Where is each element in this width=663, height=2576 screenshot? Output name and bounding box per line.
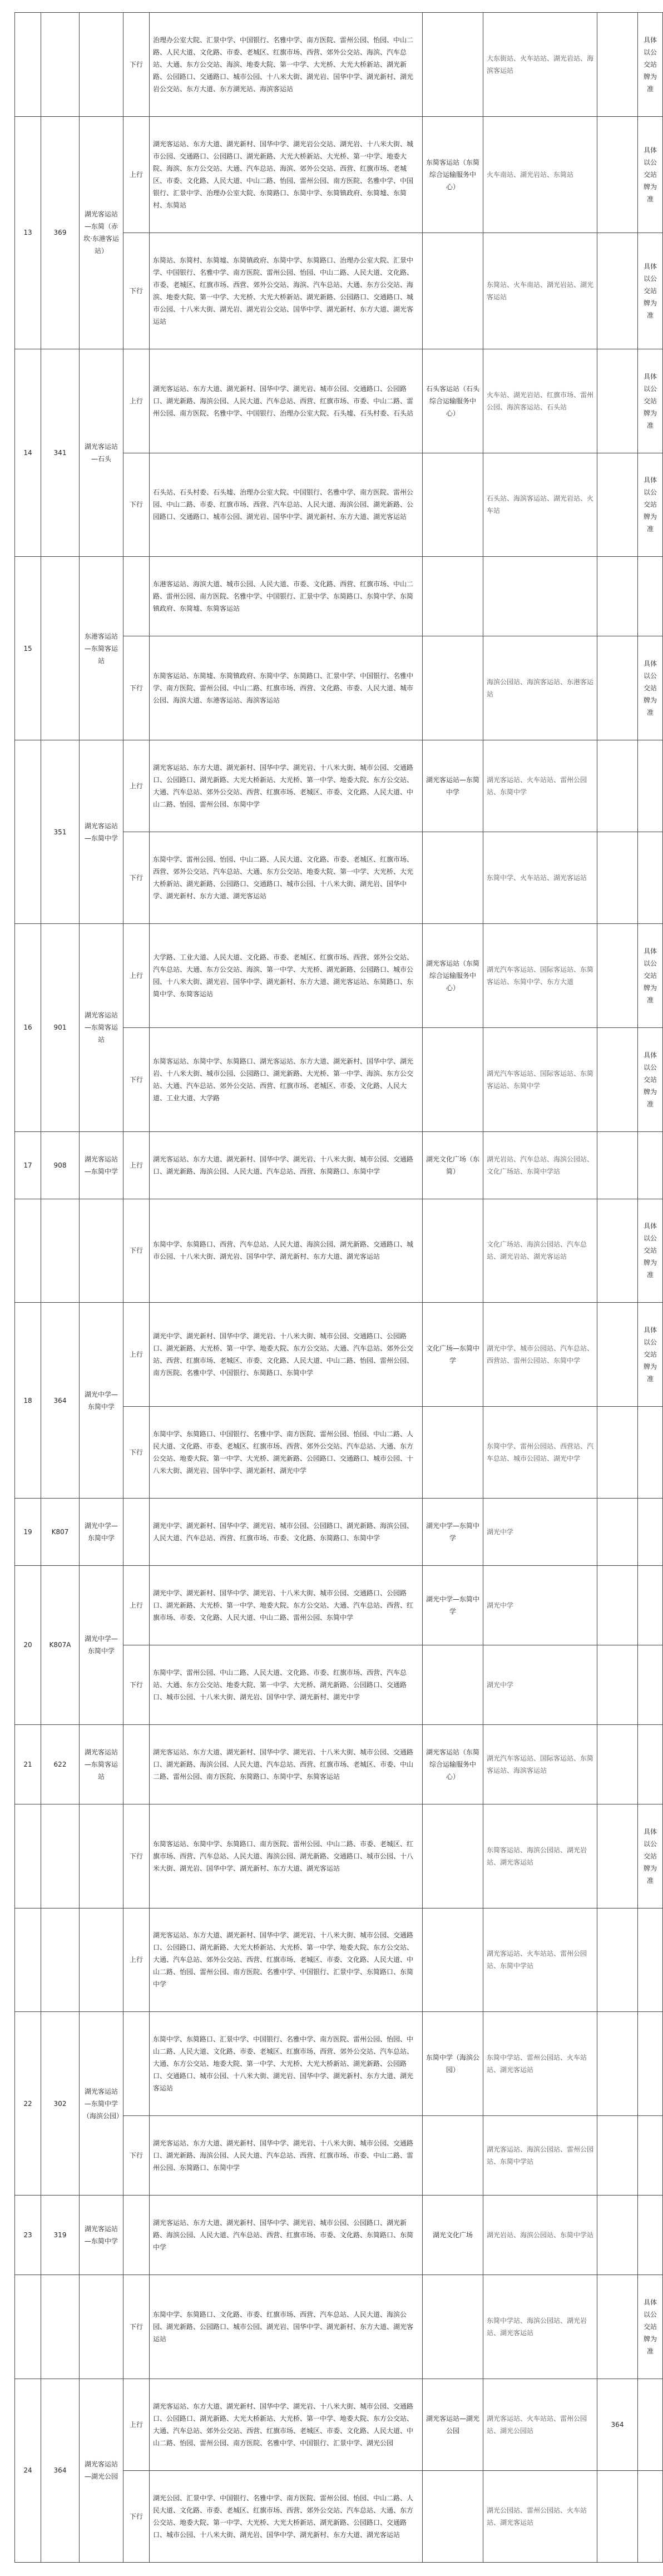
line-number-cell: 364 xyxy=(41,2379,80,2562)
stops-cell: 湖光客运站、东方大道、湖光新村、国华中学、湖光岩、十八米大街、城市公园、交通路口、湖光新路、海滨公园、人民大道、汽车总站、西营、红旗市场、市委、中山二路、雷州公园、东简路口、东简中学 xyxy=(150,2116,423,2196)
adjusted-stops-cell: 湖光中学 xyxy=(483,1499,597,1566)
after-line-cell xyxy=(597,1566,638,1645)
adjusted-terminal-cell xyxy=(423,1199,483,1303)
after-line-cell xyxy=(597,1407,638,1499)
table-row xyxy=(15,2379,663,2470)
direction-cell xyxy=(123,557,150,636)
note-cell xyxy=(638,2196,663,2275)
adjusted-terminal-cell xyxy=(423,453,483,557)
note-cell xyxy=(638,1724,663,1804)
note-cell: 具体以公交站牌为准 xyxy=(638,636,663,740)
stops-cell: 湖光客运站、东方大道、湖光新村、国华中学、湖光岩、十八米大街、城市公园、交通路口、湖光新路、海滨公园、人民大道、汽车总站、西营、红旗市场、老城区、市委、中山二路、雷州公园、南方医院、东简路口、东简中学、东简客运站 xyxy=(150,1724,423,1804)
direction-cell: 上行 xyxy=(123,923,150,1027)
direction-cell: 上行 xyxy=(123,2379,150,2470)
terminal-cell xyxy=(80,13,123,117)
direction-cell: 下行 xyxy=(123,453,150,557)
note-cell xyxy=(638,1407,663,1499)
after-line-cell xyxy=(597,13,638,117)
terminal-cell: 湖光客运站—东简（赤坎·东港客运站） xyxy=(80,116,123,349)
direction-cell: 下行 xyxy=(123,13,150,117)
row-number-cell xyxy=(15,740,41,924)
after-line-cell: 364 xyxy=(597,2379,638,2470)
adjusted-terminal-cell: 湖光客运站（东简综合运输服务中心） xyxy=(423,1724,483,1804)
stops-cell: 东简站、东简村、东简墟、东简镇政府、东简中学、东简路口、治理办公室大院、汇景中学、中国银行、名雅中学、南方医院、雷州公园、怡园、中山二路、人民大道、文化路、市委、老城区、红旗市场、西营、郊外公交站、海滨、汽车总站、大通、东方公交站、海滨、地委大院、第一中学、大光桥、大光大桥新站、湖光新路、公园路口、交通路口、城市公园、十八米大街、湖光岩、湖光岩公交站、国华中学、湖光新村、东方大道、湖光客运站 xyxy=(150,233,423,349)
stops-cell: 东简中学、东简路口、文化路、市委、红旗市场、西营、汽车总站、人民大道、海滨公园、湖光新路、公园路口、城市公园、湖光岩、国华中学、湖光新村、东方大道、湖光客运站 xyxy=(150,2275,423,2379)
note-cell xyxy=(638,832,663,924)
adjusted-terminal-cell: 湖光客运站—湖光公园 xyxy=(423,2379,483,2470)
line-number-cell xyxy=(41,13,80,117)
after-line-cell xyxy=(597,2012,638,2116)
adjusted-terminal-cell xyxy=(423,1804,483,1908)
adjusted-terminal-cell xyxy=(423,1645,483,1724)
stops-cell: 湖光客运站、东方大道、湖光新村、国华中学、湖光岩、十八米大街、城市公园、交通路口、公园路口、湖光新路、大光大桥新站、大光桥、第一中学、地委大院、东方公交站、大通、汽车总站、郊外公交站、西营、红旗市场、老城区、市委、文化路、人民大道、中山二路、怡园、雷州公园、东简中学 xyxy=(150,740,423,832)
row-number-cell xyxy=(15,1199,41,1303)
note-cell xyxy=(638,1908,663,2012)
table-row xyxy=(15,349,663,453)
adjusted-terminal-cell: 湖光文化广场（东简） xyxy=(423,1131,483,1199)
direction-cell xyxy=(123,1499,150,1566)
terminal-cell: 湖光客运站—东简中学 xyxy=(80,2196,123,2275)
terminal-cell xyxy=(80,1908,123,2012)
note-cell xyxy=(638,557,663,636)
stops-cell: 东简客运站、东简中学、东简路口、湖光客运站、东方大道、湖光新村、国华中学、湖光岩、十八米大街、城市公园、公园路口、湖光新路、大光桥、第一中学、海滨、东方公交站、大通、汽车总站、郊外公交站、西营、红旗市场、老城区、市委、文化路、人民大道、工业大道、大学路 xyxy=(150,1027,423,1131)
terminal-cell: 湖光中学—东简中学 xyxy=(80,1566,123,1725)
row-number-cell: 17 xyxy=(15,1131,41,1199)
adjusted-terminal-cell: 石头客运站（石头综合运输服务中心） xyxy=(423,349,483,453)
note-cell xyxy=(638,1566,663,1645)
direction-cell: 上行 xyxy=(123,1131,150,1199)
adjusted-stops-cell: 大东街站、火车站站、湖光岩站、海滨客运站 xyxy=(483,13,597,117)
line-number-cell: 622 xyxy=(41,1724,80,1804)
terminal-cell: 湖光中学—东简中学 xyxy=(80,1499,123,1566)
after-line-cell xyxy=(597,636,638,740)
note-cell: 具体以公交站牌为准 xyxy=(638,13,663,117)
direction-cell: 下行 xyxy=(123,233,150,349)
table-row xyxy=(15,116,663,233)
stops-cell: 湖光中学、湖光新村、国华中学、湖光岩、城市公园、公园路口、湖光新路、海滨公园、人民大道、汽车总站、西营、红旗市场、市委、文化路、东简路口、东简中学 xyxy=(150,1499,423,1566)
after-line-cell xyxy=(597,1724,638,1804)
adjusted-stops-cell: 湖光中学 xyxy=(483,1645,597,1724)
after-line-cell xyxy=(597,1499,638,1566)
adjusted-terminal-cell xyxy=(423,2470,483,2562)
adjusted-stops-cell: 东简中学站、雷州公园站、火车站站、湖光客运站 xyxy=(483,2012,597,2116)
adjusted-terminal-cell xyxy=(423,13,483,117)
line-number-cell: 319 xyxy=(41,2196,80,2275)
stops-cell: 湖光客运站、东方大道、湖光新村、国华中学、湖光岩、十八米大街、城市公园、交通路口、公园路口、湖光新路、大光大桥新站、大光桥、第一中学、地委大院、东方公交站、大通、汽车总站、郊外公交站、西营、红旗市场、老城区、市委、文化路、人民大道、中山二路、怡园、雷州公园、南方医院、名雅中学、中国银行、汇景中学、湖光公园 xyxy=(150,2379,423,2470)
row-number-cell xyxy=(15,13,41,117)
terminal-cell xyxy=(80,2275,123,2379)
adjusted-stops-cell: 湖光汽车客运站、国际客运站、东简客运站、东简中学 xyxy=(483,1027,597,1131)
row-number-cell: 21 xyxy=(15,1724,41,1804)
terminal-cell: 东港客运站—东简客运站 xyxy=(80,557,123,740)
note-cell: 具体以公交站牌为准 xyxy=(638,1027,663,1131)
adjusted-stops-cell: 东简中学、火车站站、湖光客运站 xyxy=(483,832,597,924)
adjusted-stops-cell: 湖光岩站、海滨公园站、东简中学站 xyxy=(483,2196,597,2275)
line-number-cell: 369 xyxy=(41,116,80,349)
adjusted-terminal-cell xyxy=(423,557,483,636)
adjusted-terminal-cell xyxy=(423,2275,483,2379)
adjusted-stops-cell: 文化广场站、海滨公园站、汽车总站、湖光岩站、湖光客运站 xyxy=(483,1199,597,1303)
line-number-cell xyxy=(41,557,80,740)
note-cell: 具体以公交站牌为准 xyxy=(638,1199,663,1303)
table-row xyxy=(15,1804,663,1908)
terminal-cell: 湖光客运站—东简客运站 xyxy=(80,1724,123,1804)
adjusted-stops-cell: 湖光公园站、雷州公园站、火车站站、湖光客运站 xyxy=(483,2470,597,2562)
line-number-cell xyxy=(41,1908,80,2012)
note-cell: 具体以公交站牌为准 xyxy=(638,233,663,349)
after-line-cell xyxy=(597,1199,638,1303)
stops-cell: 东简中学、雷州公园、中山二路、人民大道、文化路、市委、红旗市场、西营、汽车总站、大通、东方公交站、地委大院、第一中学、大光桥、湖光新路、公园路口、交通路口、城市公园、十八米大街、湖光岩、国华中学、湖光新村、湖光中学 xyxy=(150,1645,423,1724)
adjusted-stops-cell: 海滨公园站、海滨客运站、东港客运站 xyxy=(483,636,597,740)
row-number-cell: 15 xyxy=(15,557,41,740)
table-row xyxy=(15,1724,663,1804)
adjusted-terminal-cell: 湖光客运站（东简综合运输服务中心） xyxy=(423,923,483,1027)
direction-cell: 下行 xyxy=(123,832,150,924)
line-number-cell: 341 xyxy=(41,349,80,557)
table-row xyxy=(15,13,663,117)
row-number-cell: 19 xyxy=(15,1499,41,1566)
terminal-cell: 湖光客运站—东简中学 xyxy=(80,1131,123,1199)
direction-cell: 下行 xyxy=(123,1407,150,1499)
adjusted-stops-cell xyxy=(483,557,597,636)
adjusted-stops-cell: 东简中学站、海滨公园站、湖光岩站、湖光客运站 xyxy=(483,2275,597,2379)
direction-cell: 下行 xyxy=(123,2275,150,2379)
direction-cell: 下行 xyxy=(123,2116,150,2196)
direction-cell: 下行 xyxy=(123,1027,150,1131)
direction-cell: 下行 xyxy=(123,1199,150,1303)
stops-cell: 湖光客运站、东方大道、湖光新村、国华中学、湖光岩公交站、湖光岩、十八米大街、城市公园、交通路口、公园路口、湖光新路、大光大桥新站、大光桥、第一中学、地委大院、海滨、东方公交站、大通、汽车总站、海滨、郊外公交站、西营、红旗市场、老城区、市委、文化路、人民大道、中山二路、怡园、雷州公园、南方医院、名雅中学、中国银行、汇景中学、治理办公室大院、东简路口、东简中学、东简镇政府、东简墟、东简村、东简站 xyxy=(150,116,423,233)
direction-cell: 下行 xyxy=(123,1804,150,1908)
row-number-cell: 14 xyxy=(15,349,41,557)
after-line-cell xyxy=(597,923,638,1027)
adjusted-stops-cell: 湖光中学、城市公园站、汽车总站、西营站、雷州公园站、东简中学 xyxy=(483,1303,597,1407)
stops-cell: 大学路、工业大道、人民大道、文化路、市委、老城区、红旗市场、西营、郊外公交站、汽车总站、大通、东方公交站、海滨、第一中学、大光桥、湖光新路、公园路口、城市公园、十八米大街、湖光岩、国华中学、湖光新村、东方大道、湖光客运站、东简路口、东简中学、东简客运站 xyxy=(150,923,423,1027)
after-line-cell xyxy=(597,1303,638,1407)
stops-cell: 石头站、石头村委、石头墟、治理办公室大院、中国银行、名雅中学、南方医院、雷州公园、中山二路、市委、红旗市场、西营、汽车总站、人民大道、海滨公园、湖光新路、公园路口、交通路口、城市公园、湖光岩、国华中学、湖光新村、东方大道、湖光客运站 xyxy=(150,453,423,557)
stops-cell: 湖光公园、汇景中学、中国银行、名雅中学、南方医院、雷州公园、怡园、中山二路、人民大道、文化路、市委、老城区、红旗市场、西营、郊外公交站、汽车总站、大通、东方公交站、地委大院、第一中学、大光桥、大光大桥新站、湖光新路、公园路口、交通路口、城市公园、十八米大街、湖光岩、国华中学、湖光新村、东方大道、湖光客运站 xyxy=(150,2470,423,2562)
table-row xyxy=(15,1566,663,1645)
direction-cell xyxy=(123,1724,150,1804)
table-row xyxy=(15,740,663,832)
table-row xyxy=(15,1303,663,1407)
terminal-cell: 湖光客运站—东简中学（海滨公园） xyxy=(80,2012,123,2196)
table-row xyxy=(15,1199,663,1303)
stops-cell: 湖光客运站、东方大道、湖光新村、国华中学、湖光岩、城市公园、交通路口、公园路口、湖光新路、海滨公园、人民大道、汽车总站、西营、红旗市场、市委、中山二路、雷州公园、南方医院、名雅中学、中国银行、治理办公室大院、石头墟、石头村委、石头站 xyxy=(150,349,423,453)
note-cell xyxy=(638,2116,663,2196)
table-row xyxy=(15,923,663,1027)
note-cell xyxy=(638,2379,663,2470)
terminal-cell: 湖光客运站—东简中学 xyxy=(80,740,123,924)
direction-cell: 上行 xyxy=(123,349,150,453)
row-number-cell: 23 xyxy=(15,2196,41,2275)
note-cell: 具体以公交站牌为准 xyxy=(638,1303,663,1407)
adjusted-terminal-cell xyxy=(423,636,483,740)
adjusted-terminal-cell: 湖光中学—东简中学 xyxy=(423,1499,483,1566)
table-row xyxy=(15,1499,663,1566)
adjusted-terminal-cell: 东简客运站（东简综合运输服务中心） xyxy=(423,116,483,233)
terminal-cell: 湖光中学—东简中学 xyxy=(80,1303,123,1499)
after-line-cell xyxy=(597,349,638,453)
adjusted-stops-cell: 湖光客运站、火车站站、雷州公园站、东简中学站 xyxy=(483,1908,597,2012)
line-number-cell: 364 xyxy=(41,1303,80,1499)
adjusted-terminal-cell: 湖光客运站—东简中学 xyxy=(423,740,483,832)
row-number-cell xyxy=(15,1908,41,2012)
after-line-cell xyxy=(597,453,638,557)
after-line-cell xyxy=(597,116,638,233)
adjusted-stops-cell: 湖光汽车客运站、国际客运站、东简客运站、东简中学、东方大道 xyxy=(483,923,597,1027)
adjusted-stops-cell: 火车站、湖光岩站、红旗市场、雷州公园、海滨客运站、石头站 xyxy=(483,349,597,453)
table-body xyxy=(15,13,663,2563)
note-cell xyxy=(638,1645,663,1724)
line-number-cell: K807 xyxy=(41,1499,80,1566)
after-line-cell xyxy=(597,233,638,349)
note-cell: 具体以公交站牌为准 xyxy=(638,453,663,557)
row-number-cell xyxy=(15,2275,41,2379)
adjusted-terminal-cell xyxy=(423,233,483,349)
adjusted-terminal-cell: 文化广场—东简中学 xyxy=(423,1303,483,1407)
row-number-cell: 24 xyxy=(15,2379,41,2562)
direction-cell: 上行 xyxy=(123,1908,150,2012)
table-row xyxy=(15,1908,663,2012)
adjusted-stops-cell: 火车南站、湖光岩站、东简站 xyxy=(483,116,597,233)
stops-cell: 湖光客运站、东方大道、湖光新村、国华中学、湖光岩、城市公园、公园路口、湖光新路、海滨公园、人民大道、汽车总站、西营、红旗市场、市委、文化路、东简路口、东简中学 xyxy=(150,2196,423,2275)
adjusted-terminal-cell: 湖光文化广场 xyxy=(423,2196,483,2275)
adjusted-stops-cell: 东简客运站、海滨公园站、湖光岩站、湖光客运站 xyxy=(483,1804,597,1908)
row-number-cell xyxy=(15,1804,41,1908)
stops-cell: 东简客运站、东简墟、东简镇政府、东简中学、东简路口、汇景中学、中国银行、名雅中学、南方医院、雷州公园、中山二路、红旗市场、西营、文化路、市委、人民大道、城市公园、海滨大道、东港客运站、海滨客运站 xyxy=(150,636,423,740)
adjusted-terminal-cell xyxy=(423,1908,483,2012)
note-cell xyxy=(638,2012,663,2116)
line-number-cell: 351 xyxy=(41,740,80,924)
terminal-cell: 湖光客运站—湖光公园 xyxy=(80,2379,123,2562)
after-line-cell xyxy=(597,832,638,924)
stops-cell: 湖光中学、湖光新村、国华中学、湖光岩、十八米大街、城市公园、交通路口、公园路口、湖光新路、大光桥、第一中学、地委大院、东方公交站、大通、汽车总站、郊外公交站、西营、红旗市场、老城区、市委、文化路、人民大道、中山二路、怡园、雷州公园、南方医院、名雅中学、中国银行、东简路口、东简中学 xyxy=(150,1303,423,1407)
after-line-cell xyxy=(597,740,638,832)
after-line-cell xyxy=(597,557,638,636)
stops-cell: 湖光客运站、东方大道、湖光新村、国华中学、湖光岩、十八米大街、城市公园、交通路口、公园路口、湖光新路、大光大桥新站、大光桥、第一中学、地委大院、东方公交站、大通、汽车总站、郊外公交站、西营、红旗市场、老城区、市委、文化路、人民大道、中山二路、怡园、雷州公园、南方医院、名雅中学、中国银行、汇景中学、东简路口、东简中学 xyxy=(150,1908,423,2012)
note-cell: 具体以公交站牌为准 xyxy=(638,116,663,233)
line-number-cell: 908 xyxy=(41,1131,80,1199)
after-line-cell xyxy=(597,1027,638,1131)
stops-cell: 湖光客运站、东方大道、湖光新村、国华中学、湖光岩、十八米大街、城市公园、交通路口、湖光新路、海滨公园、人民大道、汽车总站、西营、东简路口、东简中学 xyxy=(150,1131,423,1199)
stops-cell: 东简中学、东简路口、中国银行、名雅中学、南方医院、雷州公园、怡园、中山二路、人民大道、文化路、市委、老城区、红旗市场、西营、郊外公交站、汽车总站、大通、东方公交站、地委大院、第一中学、大光桥、湖光新路、公园路口、交通路口、城市公园、十八米大街、湖光岩、国华中学、湖光新村、湖光中学 xyxy=(150,1407,423,1499)
terminal-cell xyxy=(80,1804,123,1908)
stops-cell: 东港客运站、海滨大道、城市公园、人民大道、市委、文化路、西营、红旗市场、中山二路、雷州公园、南方医院、名雅中学、中国银行、汇景中学、东简路口、东简中学、东简镇政府、东简墟、东简客运站 xyxy=(150,557,423,636)
adjusted-stops-cell: 湖光客运站、火车站站、雷州公园站、东简中学 xyxy=(483,740,597,832)
table-row xyxy=(15,2275,663,2379)
direction-cell: 下行 xyxy=(123,1645,150,1724)
line-number-cell xyxy=(41,1199,80,1303)
direction-cell xyxy=(123,2012,150,2116)
note-cell: 具体以公交站牌为准 xyxy=(638,923,663,1027)
adjusted-terminal-cell: 湖光中学—东简中学 xyxy=(423,1566,483,1645)
note-cell: 具体以公交站牌为准 xyxy=(638,349,663,453)
direction-cell: 上行 xyxy=(123,740,150,832)
terminal-cell xyxy=(80,1199,123,1303)
adjusted-stops-cell: 湖光岩站、汽车总站、海滨公园站、文化广场站、东简中学站 xyxy=(483,1131,597,1199)
row-number-cell: 13 xyxy=(15,116,41,349)
note-cell: 具体以公交站牌为准 xyxy=(638,2275,663,2379)
adjusted-stops-cell: 湖光中学 xyxy=(483,1566,597,1645)
terminal-cell: 湖光客运站—石头 xyxy=(80,349,123,557)
row-number-cell: 20 xyxy=(15,1566,41,1725)
note-cell xyxy=(638,2470,663,2562)
stops-cell: 湖光中学、湖光新村、国华中学、湖光岩、十八米大街、城市公园、交通路口、公园路口、湖光新路、大光桥、第一中学、地委大院、东方公交站、大通、汽车总站、西营、红旗市场、市委、文化路、人民大道、中山二路、雷州公园、东简中学 xyxy=(150,1566,423,1645)
stops-cell: 东简中学、东简路口、汇景中学、中国银行、名雅中学、南方医院、雷州公园、怡园、中山二路、人民大道、文化路、市委、老城区、红旗市场、西营、郊外公交站、汽车总站、大通、东方公交站、地委大院、第一中学、大光桥、大光大桥新站、湖光新路、公园路口、交通路口、城市公园、十八米大街、湖光岩、国华中学、湖光新村、东方大道、湖光客运站 xyxy=(150,2012,423,2116)
direction-cell: 下行 xyxy=(123,636,150,740)
after-line-cell xyxy=(597,1645,638,1724)
stops-cell: 东简中学、东简路口、西营、汽车总站、人民大道、海滨公园、湖光新路、交通路口、城市公园、十八米大街、湖光岩、国华中学、湖光新村、东方大道、湖光客运站 xyxy=(150,1199,423,1303)
adjusted-terminal-cell: 东简中学（海滨公园） xyxy=(423,2012,483,2116)
after-line-cell xyxy=(597,2470,638,2562)
bus-route-adjustment-table xyxy=(14,12,663,2563)
note-cell xyxy=(638,1499,663,1566)
direction-cell: 下行 xyxy=(123,2470,150,2562)
row-number-cell: 22 xyxy=(15,2012,41,2196)
direction-cell xyxy=(123,2196,150,2275)
table-row xyxy=(15,1131,663,1199)
after-line-cell xyxy=(597,2275,638,2379)
after-line-cell xyxy=(597,1908,638,2012)
adjusted-stops-cell: 东简中学、雷州公园站、西营站、汽车总站、城市公园站、湖光中学 xyxy=(483,1407,597,1499)
table-row xyxy=(15,2012,663,2116)
line-number-cell: 901 xyxy=(41,923,80,1131)
line-number-cell: K807A xyxy=(41,1566,80,1725)
after-line-cell xyxy=(597,1131,638,1199)
row-number-cell: 16 xyxy=(15,923,41,1131)
after-line-cell xyxy=(597,2116,638,2196)
note-cell: 具体以公交站牌为准 xyxy=(638,1804,663,1908)
after-line-cell xyxy=(597,2196,638,2275)
adjusted-stops-cell: 湖光客运站、火车站站、雷州公园站、湖光公园站 xyxy=(483,2379,597,2470)
row-number-cell: 18 xyxy=(15,1303,41,1499)
direction-cell: 上行 xyxy=(123,116,150,233)
stops-cell: 东简客运站、东简中学、东简路口、南方医院、雷州公园、中山二路、市委、老城区、红旗市场、西营、汽车总站、人民大道、海滨公园、湖光新路、交通路口、城市公园、十八米大街、湖光岩、国华中学、湖光新村、东方大道、湖光客运站 xyxy=(150,1804,423,1908)
line-number-cell: 302 xyxy=(41,2012,80,2196)
line-number-cell xyxy=(41,1804,80,1908)
direction-cell: 上行 xyxy=(123,1303,150,1407)
adjusted-terminal-cell xyxy=(423,1407,483,1499)
adjusted-stops-cell: 湖光汽车客运站、国际客运站、东简客运站、海滨客运站 xyxy=(483,1724,597,1804)
adjusted-terminal-cell xyxy=(423,832,483,924)
table-row xyxy=(15,557,663,636)
direction-cell: 上行 xyxy=(123,1566,150,1645)
table-row xyxy=(15,2196,663,2275)
stops-cell: 治理办公室大院、汇景中学、中国银行、名雅中学、南方医院、雷州公园、怡园、中山二路、人民大道、文化路、市委、老城区、红旗市场、西营、郊外公交站、海滨、汽车总站、大通、东方公交站、海滨、地委大院、第一中学、大光桥、大光大桥新站、湖光新路、公园路口、交通路口、城市公园、十八米大街、湖光岩、国华中学、湖光新村、湖光岩公交站、东方大道、东方湖光站、海滨客运站 xyxy=(150,13,423,117)
adjusted-terminal-cell xyxy=(423,2116,483,2196)
adjusted-stops-cell: 东简站、火车南站、湖光岩站、湖光客运站 xyxy=(483,233,597,349)
note-cell xyxy=(638,1131,663,1199)
after-line-cell xyxy=(597,1804,638,1908)
adjusted-stops-cell: 石头站、海滨客运站、湖光岩站、火车站 xyxy=(483,453,597,557)
adjusted-terminal-cell xyxy=(423,1027,483,1131)
terminal-cell: 湖光客运站—东简客运站 xyxy=(80,923,123,1131)
note-cell xyxy=(638,740,663,832)
line-number-cell xyxy=(41,2275,80,2379)
stops-cell: 东简中学、雷州公园、怡园、中山二路、人民大道、文化路、市委、老城区、红旗市场、西营、郊外公交站、汽车总站、大通、东方公交站、地委大院、第一中学、大光桥、大光大桥新站、湖光新路、公园路口、交通路口、城市公园、十八米大街、湖光岩、国华中学、湖光新村、东方大道、湖光客运站 xyxy=(150,832,423,924)
adjusted-stops-cell: 湖光客运站、海滨公园站、雷州公园站、东简中学站 xyxy=(483,2116,597,2196)
